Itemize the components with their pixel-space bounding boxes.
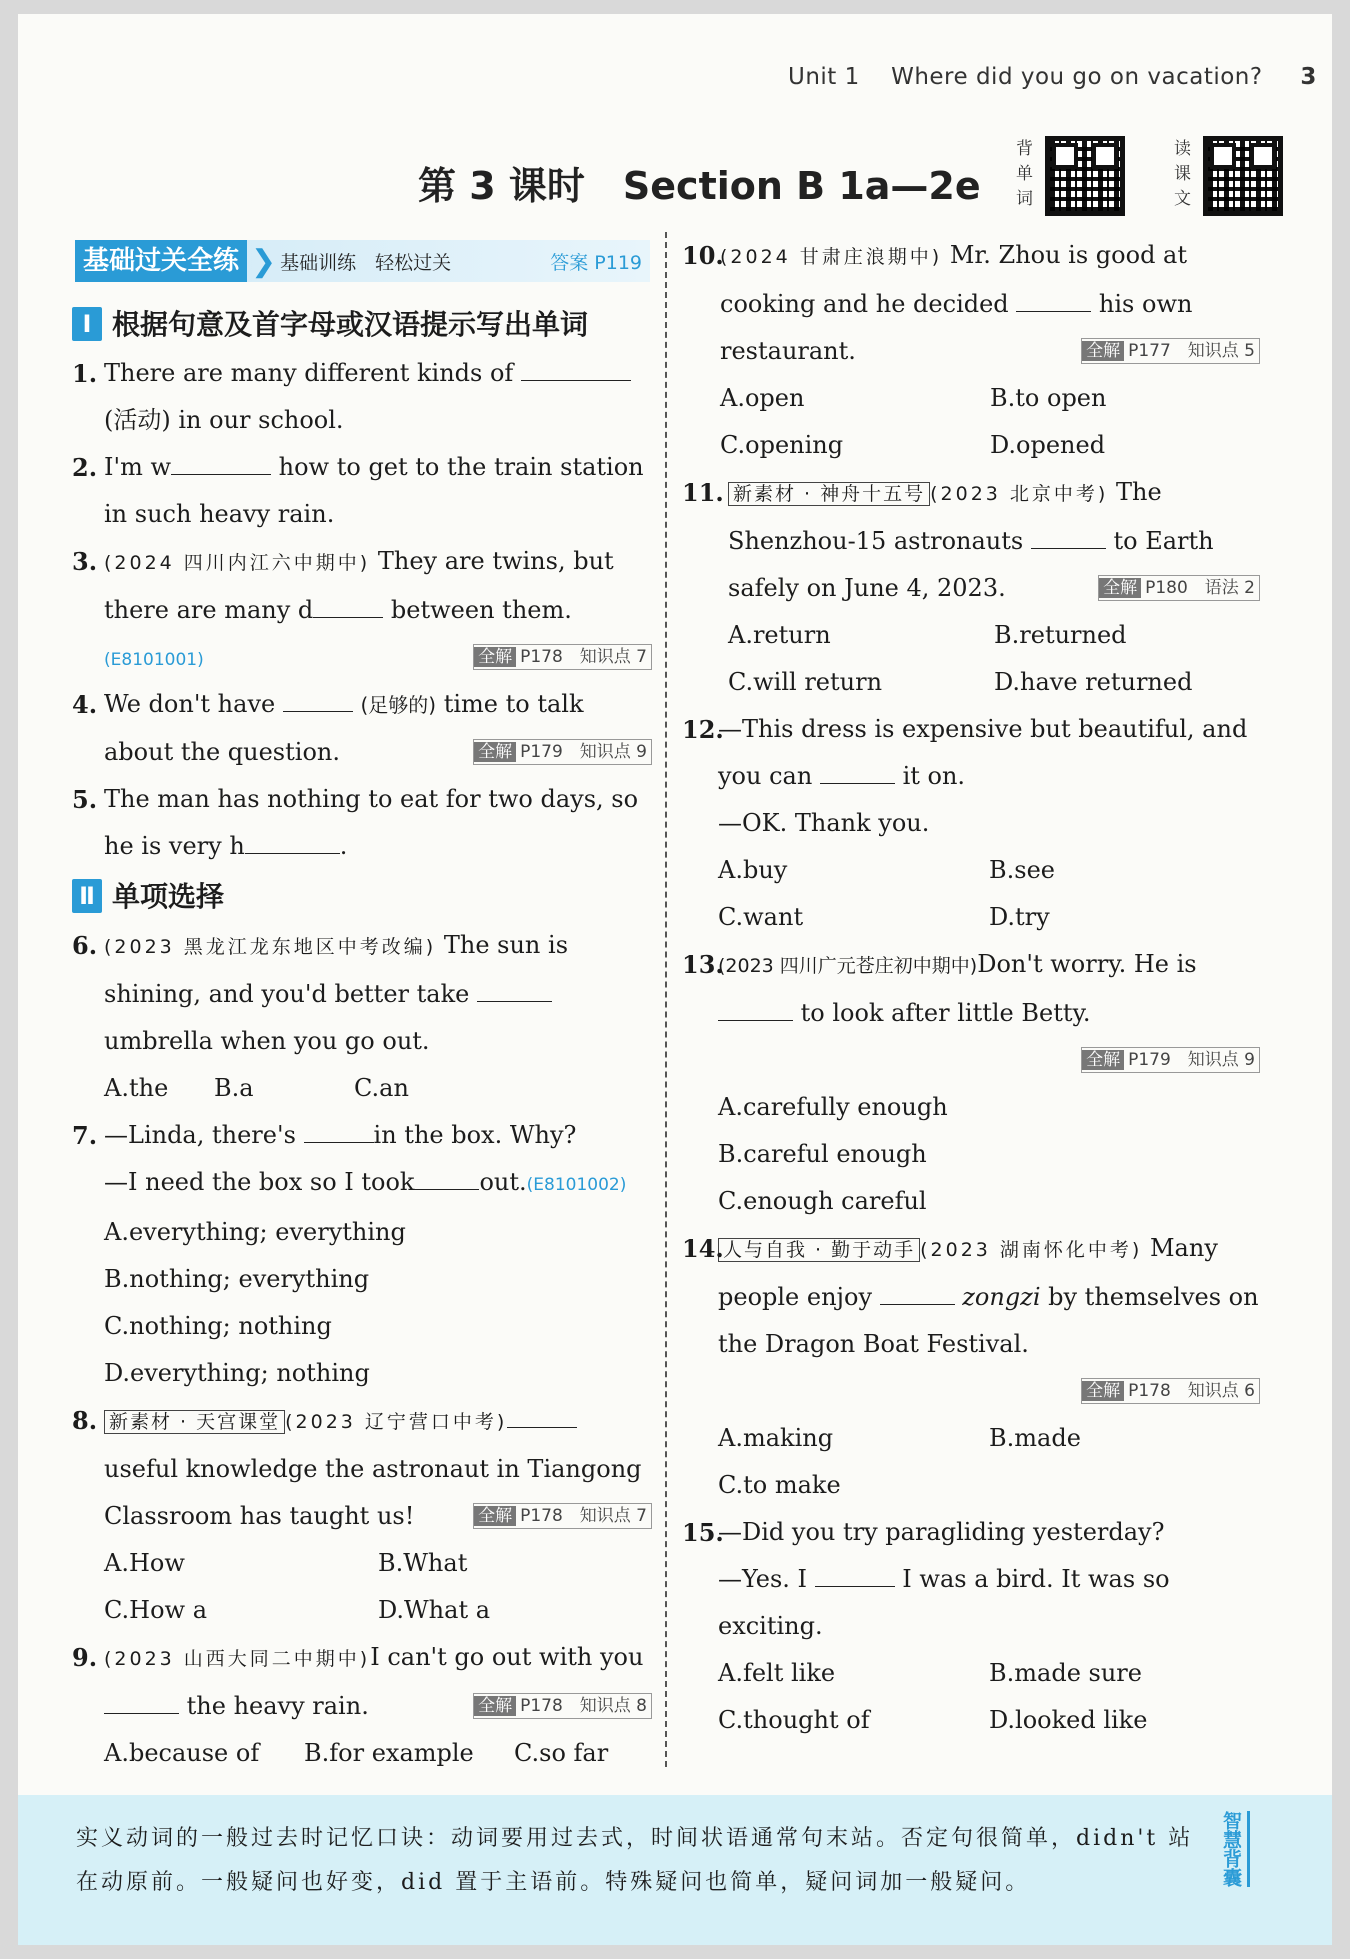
question-text: . — [339, 832, 348, 860]
question-number: 4. — [72, 690, 98, 719]
option-a[interactable]: A.open — [720, 384, 805, 412]
qr-code-icon — [1045, 136, 1125, 216]
question-text: —Linda, there's — [104, 1121, 304, 1149]
solution-reference[interactable] — [1081, 1378, 1260, 1404]
question-text: useful knowledge the astronaut in Tiangong Classroom has taught us! — [104, 1455, 642, 1530]
option-d[interactable]: D.have returned — [994, 668, 1193, 696]
ref-tag: 全解 — [1082, 341, 1124, 361]
option-d[interactable]: D.What a — [378, 1596, 491, 1624]
question-text: (活动) in our school. — [104, 406, 344, 434]
answer-blank[interactable] — [304, 1118, 374, 1143]
header-title: Where did you go on vacation? — [891, 64, 1263, 90]
question-text: —I need the box so I took — [104, 1168, 415, 1196]
ref-text: P180 语法 2 — [1145, 578, 1255, 598]
ref-text: P179 知识点 9 — [520, 742, 647, 762]
qr-code-vocab[interactable] — [1010, 136, 1125, 216]
running-header — [788, 58, 1317, 91]
qr-label: 背单词 — [1012, 138, 1032, 214]
question-9 — [72, 1634, 652, 1730]
question-source: (2024 甘肃庄浪期中) — [720, 246, 943, 268]
option-b[interactable]: B.to open — [990, 384, 1107, 412]
options — [72, 1065, 652, 1112]
option-b[interactable]: B.a — [214, 1074, 254, 1102]
option-d[interactable]: D.opened — [990, 431, 1106, 459]
question-text: I can't go out with you — [370, 1643, 644, 1671]
question-14 — [682, 1225, 1260, 1415]
question-text: —This dress is expensive but beautiful, and you can — [718, 715, 1248, 790]
question-10 — [682, 232, 1260, 375]
exercise-code: (E8101002) — [526, 1175, 627, 1195]
answer-blank[interactable] — [104, 1689, 179, 1714]
answer-blank[interactable] — [171, 450, 271, 475]
qr-code-reading[interactable] — [1168, 136, 1283, 216]
options — [682, 1084, 1260, 1225]
option-b[interactable]: B.nothing; everything — [104, 1265, 370, 1293]
tip-box — [18, 1795, 1332, 1945]
question-text: I was a bird. It was so exciting. — [718, 1565, 1170, 1640]
solution-reference[interactable] — [473, 644, 652, 670]
option-a[interactable]: A.buy — [718, 856, 788, 884]
question-text: —OK. Thank you. — [718, 809, 930, 837]
banner-subtitle: 基础训练 轻松过关 — [280, 251, 452, 274]
option-c[interactable]: C.How a — [104, 1596, 207, 1624]
option-a[interactable]: A.everything; everything — [104, 1218, 406, 1246]
question-text: to look after little Betty. — [793, 999, 1091, 1027]
qr-label: 读课文 — [1170, 138, 1190, 214]
question-text: —Did you try paragliding yesterday? — [718, 1518, 1165, 1546]
question-number: 11. — [682, 478, 724, 507]
question-13 — [682, 941, 1260, 1084]
question-text: There are many different kinds of — [104, 359, 521, 387]
solution-reference[interactable] — [1081, 338, 1260, 364]
question-number: 5. — [72, 785, 98, 814]
option-d[interactable]: D.try — [989, 903, 1050, 931]
question-11 — [682, 469, 1260, 612]
section-heading — [72, 870, 652, 922]
answer-blank[interactable] — [718, 996, 793, 1021]
solution-reference[interactable] — [473, 1693, 652, 1719]
material-tag: 人与自我 · 勤于动手 — [718, 1238, 920, 1262]
option-a[interactable]: A.making — [718, 1424, 834, 1452]
options — [72, 1730, 652, 1777]
question-text: Mr. Zhou is good at cooking and he decided — [720, 241, 1188, 318]
question-text: it on. — [894, 762, 966, 790]
question-2 — [72, 444, 652, 538]
answer-blank[interactable] — [815, 1562, 895, 1587]
answer-blank[interactable] — [1016, 287, 1091, 312]
question-text: Don't worry. He is — [977, 950, 1197, 978]
answer-blank[interactable] — [820, 759, 895, 784]
question-source: (2023 湖南怀化中考) — [920, 1239, 1143, 1261]
option-a[interactable]: A.return — [728, 621, 831, 649]
solution-reference[interactable] — [1081, 1047, 1260, 1073]
ref-text: P179 知识点 9 — [1128, 1050, 1255, 1070]
page-number: 3 — [1300, 64, 1317, 90]
question-text: out. — [479, 1168, 527, 1196]
ref-text: P178 知识点 7 — [520, 1506, 647, 1526]
question-text: his own restaurant. — [720, 290, 1193, 365]
question-text: The man has nothing to eat for two days, so he is very h — [104, 785, 639, 860]
solution-reference[interactable] — [1098, 575, 1260, 601]
question-number: 1. — [72, 359, 98, 388]
answer-blank[interactable] — [521, 356, 631, 381]
option-b[interactable]: B.careful enough — [718, 1140, 927, 1168]
answer-blank[interactable] — [1031, 524, 1106, 549]
ref-text: P178 知识点 6 — [1128, 1381, 1255, 1401]
section-title: 根据句意及首字母或汉语提示写出单词 — [112, 307, 589, 341]
option-c[interactable]: C.want — [718, 903, 804, 931]
option-b[interactable]: B.see — [989, 856, 1055, 884]
question-text: —Yes. I — [718, 1565, 815, 1593]
ref-text: P178 知识点 8 — [520, 1696, 647, 1716]
section-number: Ⅱ — [72, 879, 102, 913]
question-3 — [72, 538, 652, 681]
options — [682, 375, 1260, 469]
option-c[interactable]: C.to make — [718, 1471, 841, 1499]
ref-tag: 全解 — [1082, 1381, 1124, 1401]
answer-blank[interactable] — [283, 687, 353, 712]
question-text: by themselves on the Dragon Boat Festival. — [718, 1283, 1259, 1358]
answer-blank[interactable] — [477, 977, 552, 1002]
option-b[interactable]: B.for example — [304, 1739, 474, 1767]
ref-tag: 全解 — [1082, 1050, 1124, 1070]
option-c[interactable]: C.thought of — [718, 1706, 870, 1734]
question-text: I'm w — [104, 453, 172, 481]
option-c[interactable]: C.opening — [720, 431, 844, 459]
question-number: 10. — [682, 241, 724, 270]
section-title: 单项选择 — [112, 879, 225, 913]
question-source: (2023 山西大同二中期中) — [104, 1648, 371, 1670]
material-tag: 新素材 · 神舟十五号 — [728, 482, 930, 506]
options — [682, 847, 1260, 941]
question-source: (2023 四川广元苍庄初中期中) — [718, 955, 978, 977]
answer-blank[interactable] — [414, 1165, 479, 1190]
banner-tag: 基础过关全练 — [75, 240, 247, 282]
ref-text: P178 知识点 7 — [520, 647, 647, 667]
chinese-hint: (足够的) — [360, 693, 437, 717]
option-d[interactable]: D.everything; nothing — [104, 1359, 370, 1387]
question-text: The sun is shining, and you'd better take — [104, 931, 569, 1008]
solution-reference[interactable] — [473, 739, 652, 765]
question-12 — [682, 706, 1260, 847]
question-number: 12. — [682, 715, 724, 744]
question-number: 14. — [682, 1234, 724, 1263]
option-b[interactable]: B.made sure — [989, 1659, 1142, 1687]
tip-label: 智慧背囊 — [1218, 1811, 1250, 1887]
ref-tag: 全解 — [474, 647, 516, 667]
ref-tag: 全解 — [474, 742, 516, 762]
question-5 — [72, 776, 652, 870]
question-number: 2. — [72, 453, 98, 482]
question-number: 7. — [72, 1121, 98, 1150]
ref-text: P177 知识点 5 — [1128, 341, 1255, 361]
question-number: 13. — [682, 950, 724, 979]
qr-code-icon — [1203, 136, 1283, 216]
option-a[interactable]: A.carefully enough — [718, 1093, 948, 1121]
material-tag: 新素材 · 天宫课堂 — [104, 1410, 285, 1434]
question-number: 6. — [72, 931, 98, 960]
question-number: 8. — [72, 1406, 98, 1435]
section-banner — [75, 240, 650, 282]
option-c[interactable]: C.so far — [514, 1739, 609, 1767]
question-number: 15. — [682, 1518, 724, 1547]
question-text: umbrella when you go out. — [104, 1027, 430, 1055]
answer-page-link[interactable]: 答案 P119 — [550, 251, 642, 274]
option-b[interactable]: B.returned — [994, 621, 1127, 649]
question-text: the heavy rain. — [179, 1692, 369, 1720]
option-a[interactable]: A.How — [104, 1549, 185, 1577]
option-b[interactable]: B.What — [378, 1549, 468, 1577]
question-7 — [72, 1112, 652, 1209]
question-number: 9. — [72, 1643, 98, 1672]
question-source: (2023 北京中考) — [930, 483, 1109, 505]
question-text: zongzi — [962, 1283, 1041, 1311]
answer-blank[interactable] — [245, 829, 340, 854]
question-text: time to talk about the question. — [104, 690, 584, 766]
ref-tag: 全解 — [1099, 578, 1141, 598]
solution-reference[interactable] — [473, 1503, 652, 1529]
answer-blank[interactable] — [880, 1280, 955, 1305]
exercise-code: (E8101001) — [104, 650, 204, 670]
option-c[interactable]: C.will return — [728, 668, 883, 696]
question-source: (2023 黑龙江龙东地区中考改编) — [104, 936, 437, 958]
question-source: (2023 辽宁营口中考) — [285, 1411, 508, 1433]
lesson-title: 第 3 课时 Section B 1a—2e — [418, 164, 981, 208]
question-8 — [72, 1397, 652, 1540]
options — [682, 1415, 1260, 1509]
section-heading — [72, 298, 652, 350]
left-column — [72, 298, 652, 1777]
question-number: 3. — [72, 547, 98, 576]
question-text: They are twins, but there are many d — [104, 547, 614, 624]
question-text: Many people enjoy — [718, 1234, 1218, 1311]
options — [72, 1540, 652, 1634]
header-unit: Unit 1 — [788, 64, 860, 90]
section-number: Ⅰ — [72, 307, 102, 341]
ref-tag: 全解 — [474, 1696, 516, 1716]
answer-blank[interactable] — [313, 593, 383, 618]
option-a[interactable]: A.because of — [104, 1739, 260, 1767]
options — [682, 1650, 1260, 1744]
question-text: We don't have — [104, 690, 283, 718]
option-d[interactable]: D.looked like — [989, 1706, 1148, 1734]
question-text: The Shenzhou-15 astronauts — [728, 478, 1162, 555]
question-6 — [72, 922, 652, 1065]
question-source: (2024 四川内江六中期中) — [104, 552, 371, 574]
option-c[interactable]: C.an — [354, 1074, 409, 1102]
question-text: between them. — [383, 596, 572, 624]
question-text: how to get to the train station in such heavy rain. — [104, 453, 644, 528]
question-text: in the box. Why? — [373, 1121, 577, 1149]
option-c[interactable]: C.enough careful — [718, 1187, 927, 1215]
column-divider — [665, 232, 667, 1767]
question-text: to Earth safely on June 4, 2023. — [728, 527, 1214, 602]
option-a[interactable]: A.felt like — [718, 1659, 836, 1687]
question-1 — [72, 350, 652, 444]
options — [682, 612, 1260, 706]
option-b[interactable]: B.made — [989, 1424, 1081, 1452]
tip-text: 实义动词的一般过去时记忆口诀：动词要用过去式，时间状语通常句末站。否定句很简单，didn't 站在动原前。一般疑问也好变，did 置于主语前。特殊疑问也简单，疑问词加一般疑问。 — [76, 1826, 1194, 1895]
answer-blank[interactable] — [507, 1403, 577, 1428]
question-4 — [72, 681, 652, 776]
chevron-right-icon: ❯ — [251, 243, 277, 279]
option-c[interactable]: C.nothing; nothing — [104, 1312, 332, 1340]
question-15 — [682, 1509, 1260, 1650]
right-column — [682, 232, 1260, 1744]
ref-tag: 全解 — [474, 1506, 516, 1526]
option-a[interactable]: A.the — [104, 1074, 169, 1102]
options — [72, 1209, 652, 1397]
